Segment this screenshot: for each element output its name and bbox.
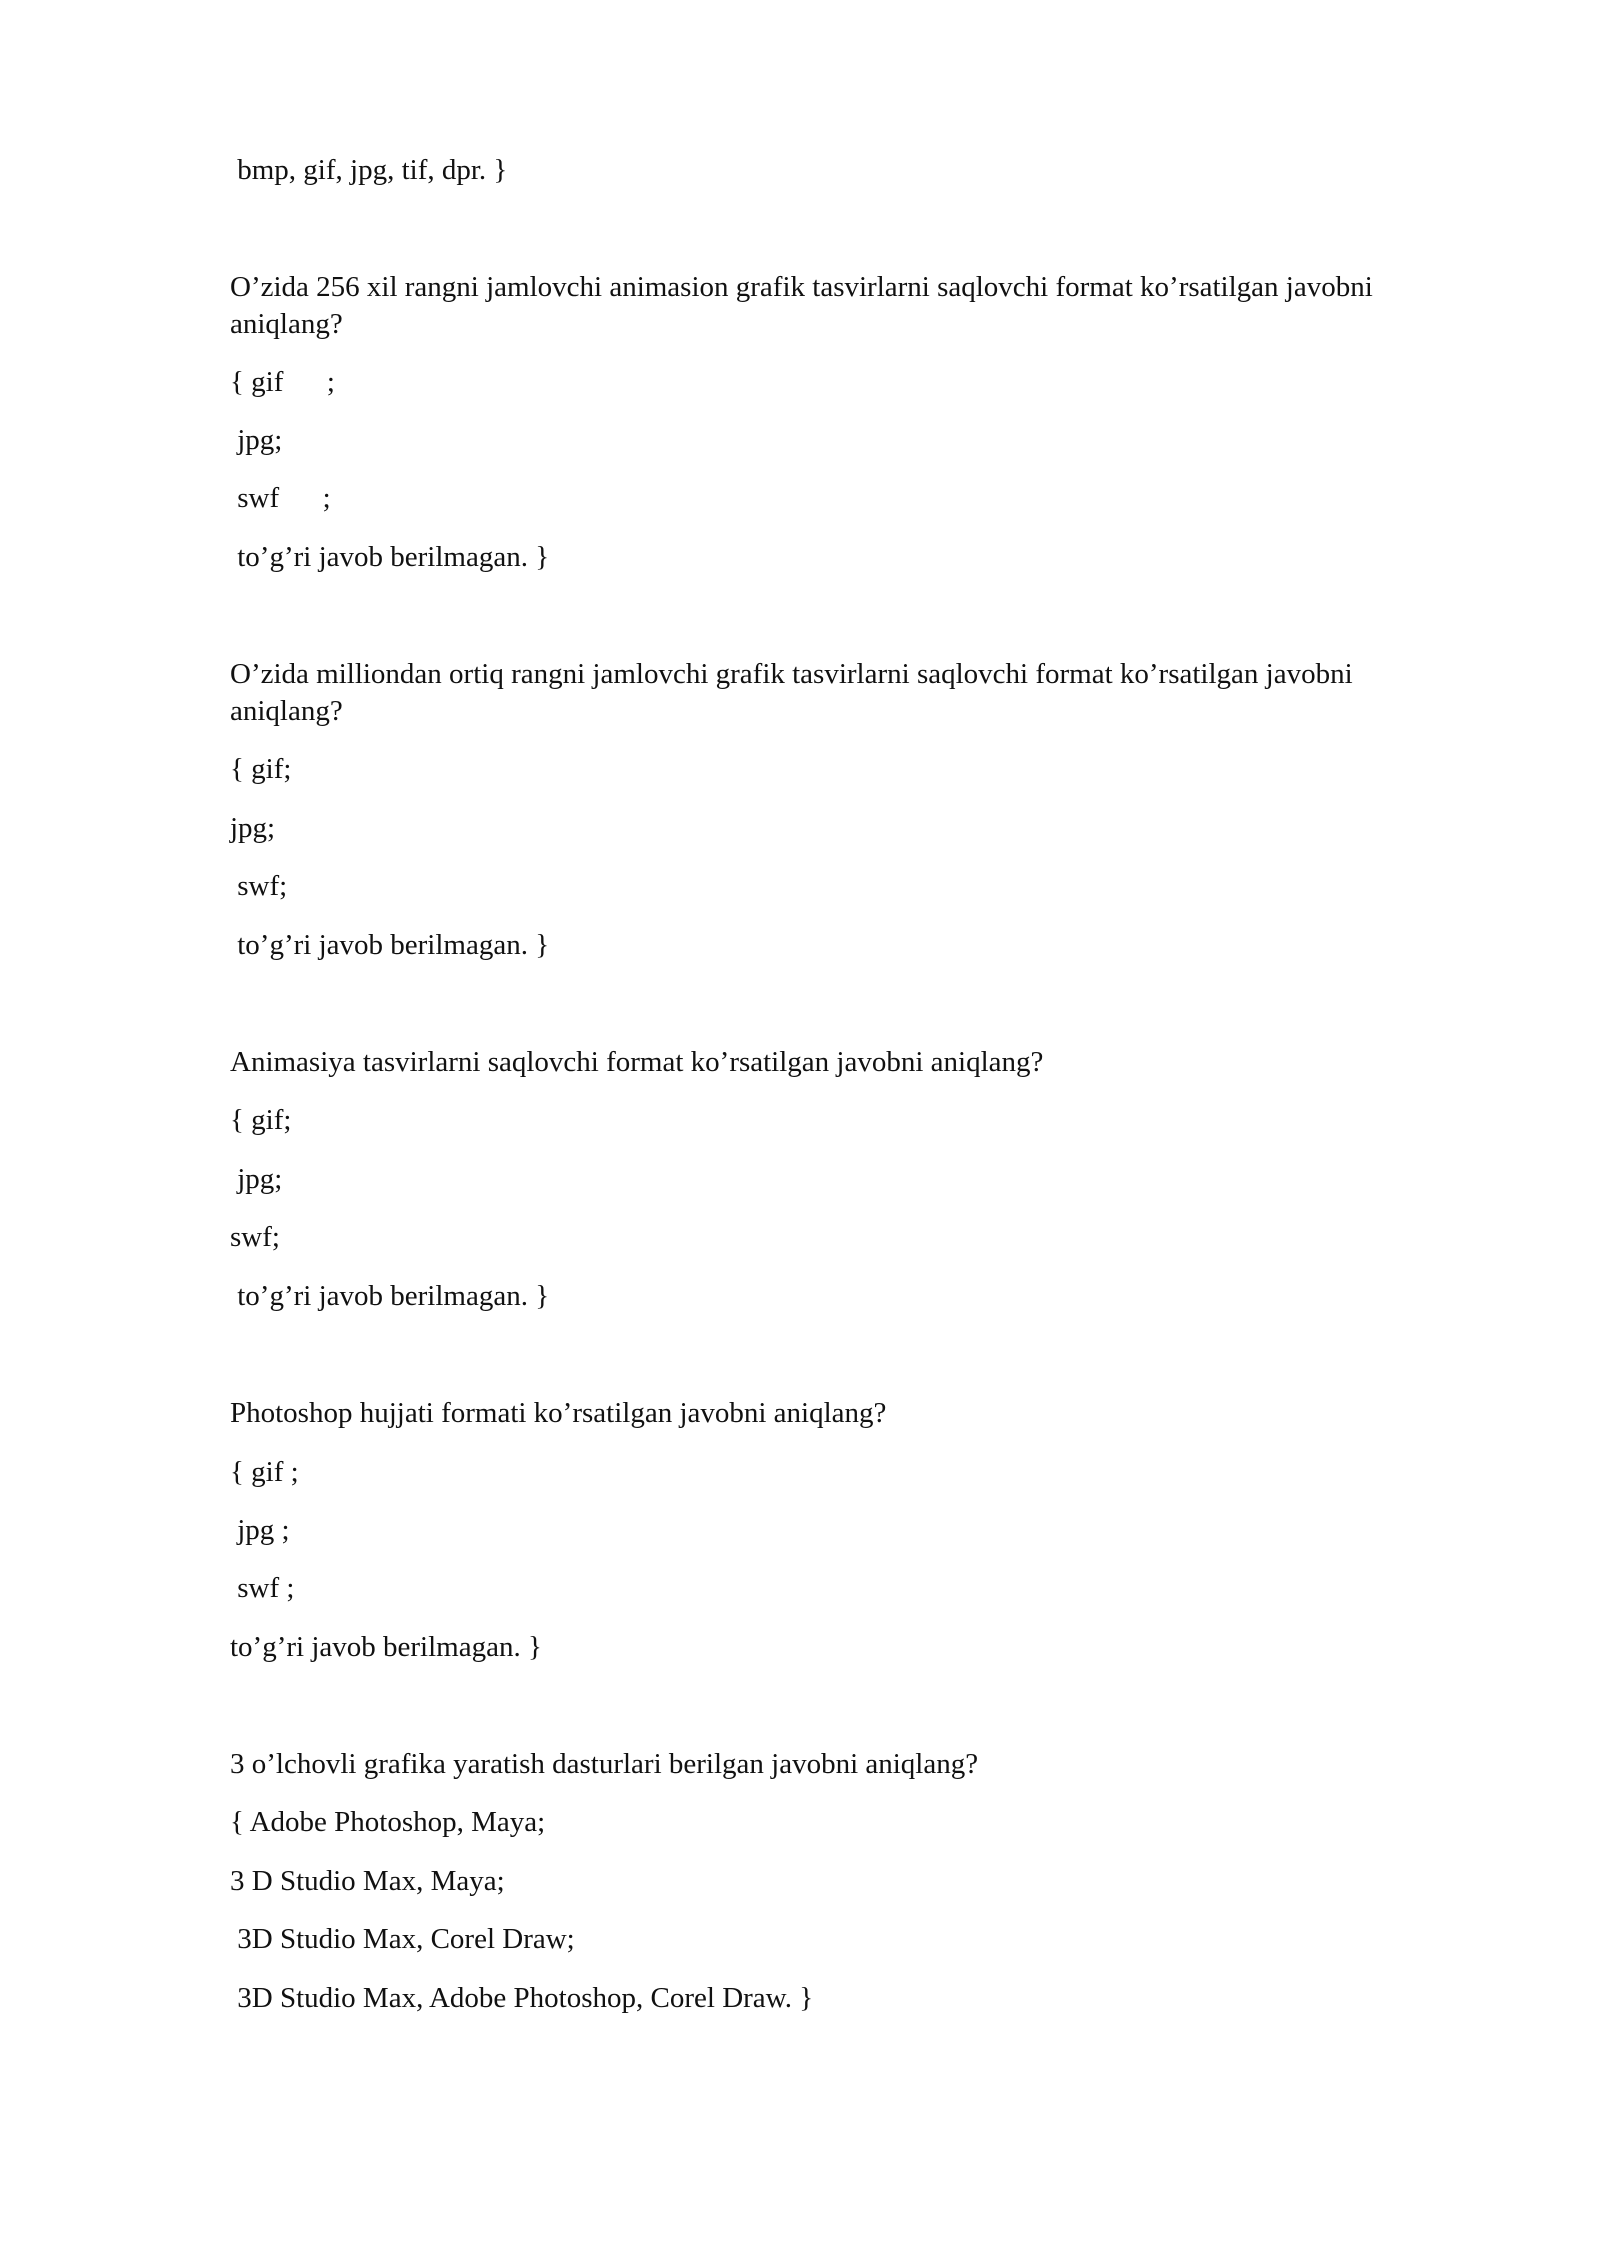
answer-option: { Adobe Photoshop, Maya; xyxy=(230,1806,546,1838)
answer-option: to’g’ri javob berilmagan. } xyxy=(230,541,550,573)
answer-option: to’g’ri javob berilmagan. } xyxy=(230,929,550,961)
answer-option: { gif; xyxy=(230,1104,292,1136)
answer-option: 3D Studio Max, Corel Draw; xyxy=(230,1923,575,1955)
answer-option: jpg; xyxy=(230,812,276,844)
question-text: Animasiya tasvirlarni saqlovchi format ko’rsatilgan javobni aniqlang? xyxy=(230,1046,1044,1078)
answer-option: jpg; xyxy=(230,1163,283,1195)
question-text: 3 o’lchovli grafika yaratish dasturlari berilgan javobni aniqlang? xyxy=(230,1748,979,1780)
answer-option: to’g’ri javob berilmagan. } xyxy=(230,1631,542,1663)
question-text: O’zida 256 xil rangni jamlovchi animasion grafik tasvirlarni saqlovchi format ko’rsatilgan javobni aniqlang? xyxy=(230,271,1373,340)
answer-option: { gif ; xyxy=(230,1456,299,1488)
answer-option: swf ; xyxy=(230,482,331,514)
answer-option: swf ; xyxy=(230,1572,295,1604)
question-text: O’zida milliondan ortiq rangni jamlovchi grafik tasvirlarni saqlovchi format ko’rsatilgan javobni aniqlang? xyxy=(230,658,1353,727)
answer-option: swf; xyxy=(230,870,288,902)
answer-option: 3 D Studio Max, Maya; xyxy=(230,1865,505,1897)
answer-option: to’g’ri javob berilmagan. } xyxy=(230,1280,550,1312)
answer-option: 3D Studio Max, Adobe Photoshop, Corel Draw. } xyxy=(230,1982,814,2014)
answer-option: { gif ; xyxy=(230,366,335,398)
answer-option: jpg ; xyxy=(230,1514,290,1546)
answer-option: { gif; xyxy=(230,753,292,785)
answer-option: jpg; xyxy=(230,424,283,456)
question-text: Photoshop hujjati formati ko’rsatilgan javobni aniqlang? xyxy=(230,1397,887,1429)
answer-option: bmp, gif, jpg, tif, dpr. } xyxy=(230,154,508,186)
answer-option: swf; xyxy=(230,1221,280,1253)
